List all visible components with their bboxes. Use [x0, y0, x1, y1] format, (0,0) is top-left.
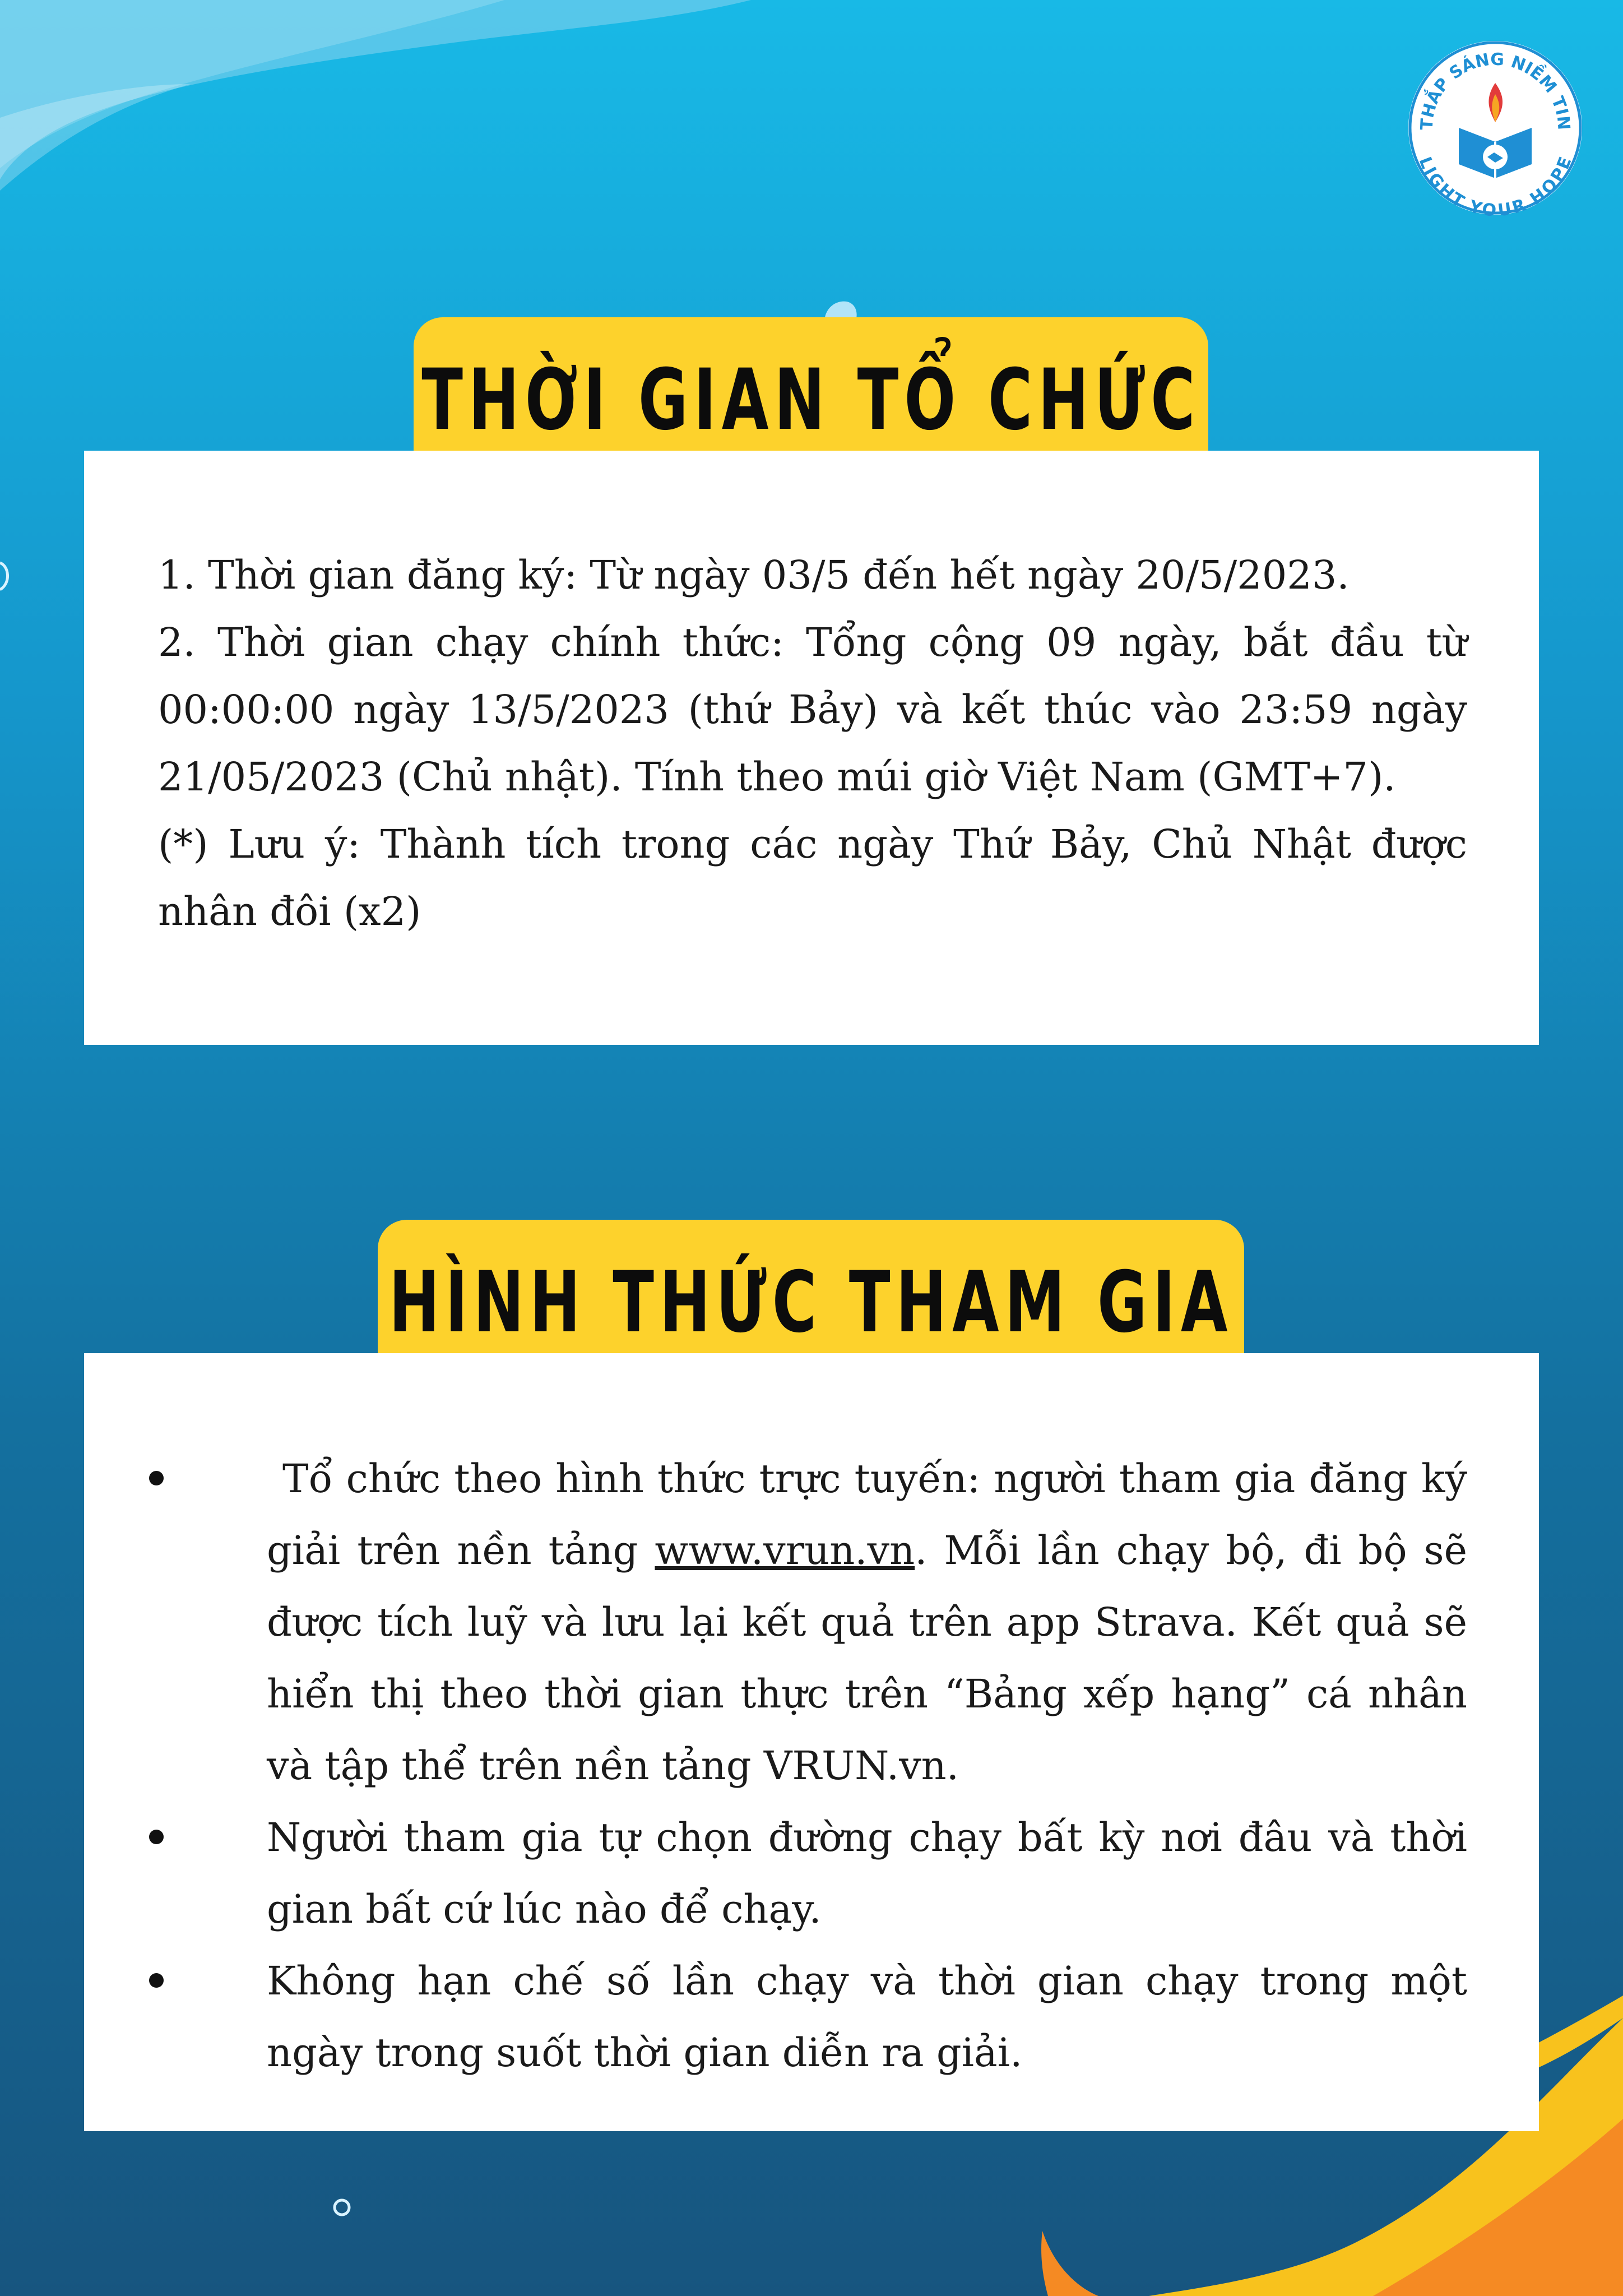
list-item [135, 1443, 1467, 1802]
weekend-note-line: (*) Lưu ý: Thành tích trong các ngày Thứ Bảy, Chủ Nhật được nhân đôi (x2) [158, 821, 1467, 934]
list-item: Người tham gia tự chọn đường chạy bất kỳ nơi đâu và thời gian bất cứ lúc nào để chạy. [135, 1802, 1467, 1945]
registration-period-line: 1. Thời gian đăng ký: Từ ngày 03/5 đến hết ngày 20/5/2023. [158, 552, 1350, 598]
logo-bottom-text: LIGHT YOUR HOPE [1415, 154, 1576, 217]
logo-top-text: THẮP SÁNG NIỀM TIN [1417, 49, 1574, 131]
participation-body [135, 1443, 1467, 2089]
time-info-body [158, 541, 1467, 945]
time-info-card [84, 451, 1539, 1045]
section-heading-time-text: THỜI GIAN TỔ CHỨC [421, 351, 1201, 449]
official-run-period-line: 2. Thời gian chạy chính thức: Tổng cộng 09 ngày, bắt đầu từ 00:00:00 ngày 13/5/2023 (thứ Bảy) và kết thúc vào 23:59 ngày 21/05/2023 (Chủ nhật). Tính theo múi giờ Việt Nam (GMT+7). [158, 619, 1467, 800]
list-item-text: . Mỗi lần chạy bộ, đi bộ sẽ được tích luỹ và lưu lại kết quả trên app Strava. Kết quả sẽ hiển thị theo thời gian thực trên “Bảng xếp hạng” cá nhân và tập thể trên nền tảng VRUN.vn. [267, 1527, 1467, 1789]
list-item: Không hạn chế số lần chạy và thời gian chạy trong một ngày trong suốt thời gian diễn ra giải. [135, 1945, 1467, 2089]
vrun-link[interactable]: www.vrun.vn [655, 1527, 915, 1573]
water-drop-icon [332, 2197, 352, 2218]
section-heading-participation-text: HÌNH THỨC THAM GIA [388, 1254, 1234, 1351]
participation-card [84, 1353, 1539, 2131]
participation-list [135, 1443, 1467, 2089]
list-item-text: Tổ chức theo hình thức trực tuyến: người tham gia đăng ký giải trên nền tảng [267, 1456, 1467, 1573]
light-your-hope-logo [1406, 38, 1585, 217]
water-drop-icon [0, 561, 13, 592]
